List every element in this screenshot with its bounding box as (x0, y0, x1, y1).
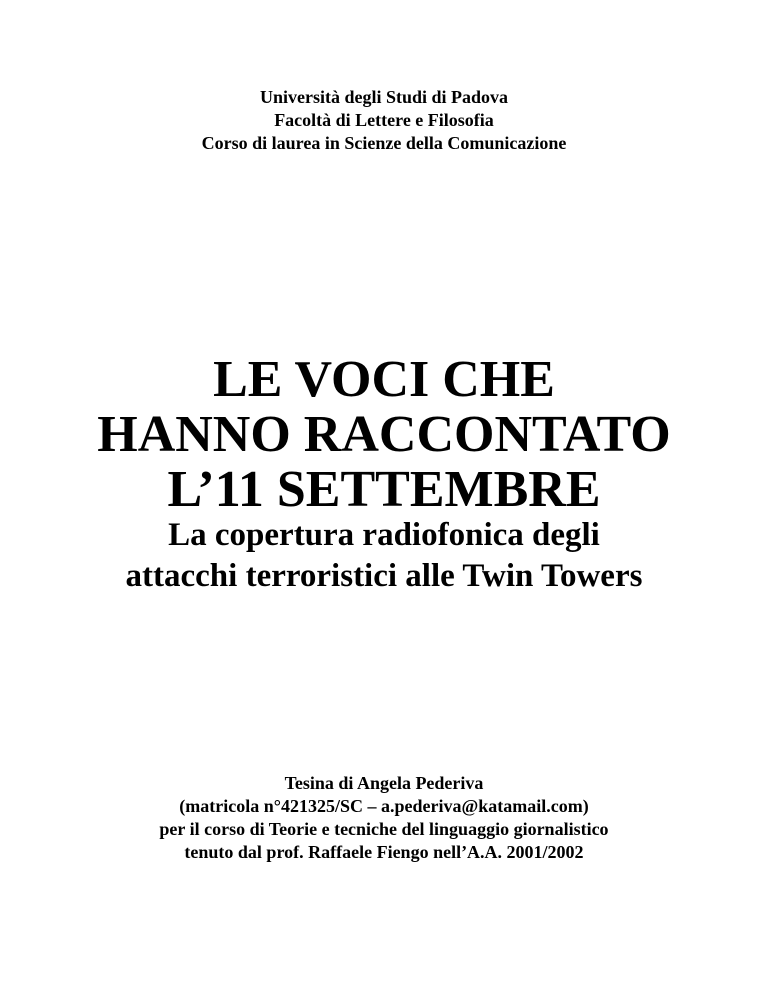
author-name: Tesina di Angela Pederiva (284, 773, 484, 793)
subtitle-line-2: attacchi terroristici alle Twin Towers (125, 558, 643, 594)
faculty-name: Facoltà di Lettere e Filosofia (274, 110, 494, 130)
author-info (0, 772, 768, 864)
course-subject: per il corso di Teorie e tecniche del linguaggio giornalistico (159, 819, 609, 839)
title-line-2: HANNO RACCONTATO (97, 406, 671, 463)
title-line-1: LE VOCI CHE (213, 351, 555, 408)
main-title (0, 352, 768, 517)
author-registration: (matricola n°421325/SC – a.pederiva@katamail.com) (179, 796, 589, 816)
title-line-3: L’11 SETTEMBRE (167, 461, 601, 518)
subtitle (0, 515, 768, 597)
subtitle-line-1: La copertura radiofonica degli (168, 517, 600, 553)
course-name: Corso di laurea in Scienze della Comunicazione (201, 133, 567, 153)
institution-header (0, 86, 768, 155)
university-name: Università degli Studi di Padova (259, 87, 509, 107)
professor-year: tenuto dal prof. Raffaele Fiengo nell’A.A. 2001/2002 (184, 842, 584, 862)
